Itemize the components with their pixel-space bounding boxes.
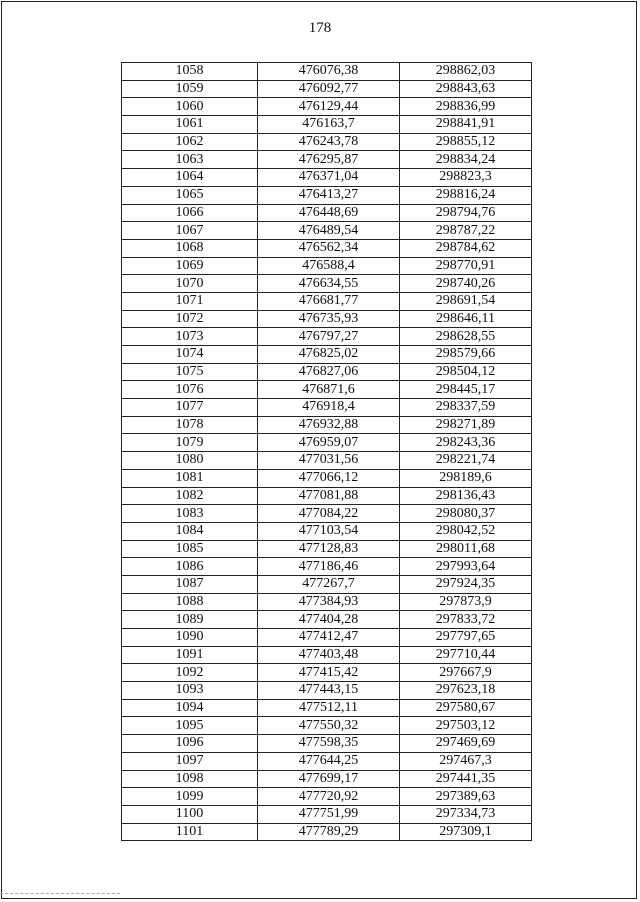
point-number-cell: 1079 bbox=[122, 434, 258, 452]
y-coordinate-cell: 298646,11 bbox=[400, 310, 532, 328]
x-coordinate-cell: 477412,47 bbox=[258, 629, 400, 647]
x-coordinate-cell: 477789,29 bbox=[258, 823, 400, 841]
x-coordinate-cell: 477081,88 bbox=[258, 487, 400, 505]
x-coordinate-cell: 477751,99 bbox=[258, 805, 400, 823]
x-coordinate-cell: 476448,69 bbox=[258, 204, 400, 222]
table-row bbox=[122, 80, 532, 98]
table-row bbox=[122, 558, 532, 576]
x-coordinate-cell: 477720,92 bbox=[258, 788, 400, 806]
y-coordinate-cell: 298579,66 bbox=[400, 346, 532, 364]
table-row bbox=[122, 770, 532, 788]
y-coordinate-cell: 298855,12 bbox=[400, 133, 532, 151]
y-coordinate-cell: 298136,43 bbox=[400, 487, 532, 505]
x-coordinate-cell: 476735,93 bbox=[258, 310, 400, 328]
point-number-cell: 1089 bbox=[122, 611, 258, 629]
x-coordinate-cell: 477415,42 bbox=[258, 664, 400, 682]
y-coordinate-cell: 297710,44 bbox=[400, 646, 532, 664]
point-number-cell: 1069 bbox=[122, 257, 258, 275]
point-number-cell: 1059 bbox=[122, 80, 258, 98]
table-row bbox=[122, 98, 532, 116]
x-coordinate-cell: 477404,28 bbox=[258, 611, 400, 629]
x-coordinate-cell: 476295,87 bbox=[258, 151, 400, 169]
point-number-cell: 1099 bbox=[122, 788, 258, 806]
y-coordinate-cell: 298189,6 bbox=[400, 469, 532, 487]
footer-line bbox=[0, 893, 120, 894]
table-row bbox=[122, 257, 532, 275]
y-coordinate-cell: 298271,89 bbox=[400, 416, 532, 434]
y-coordinate-cell: 298784,62 bbox=[400, 239, 532, 257]
point-number-cell: 1067 bbox=[122, 222, 258, 240]
y-coordinate-cell: 298042,52 bbox=[400, 522, 532, 540]
table-row bbox=[122, 239, 532, 257]
y-coordinate-cell: 297873,9 bbox=[400, 593, 532, 611]
point-number-cell: 1062 bbox=[122, 133, 258, 151]
x-coordinate-cell: 476076,38 bbox=[258, 63, 400, 81]
y-coordinate-cell: 297467,3 bbox=[400, 752, 532, 770]
point-number-cell: 1075 bbox=[122, 363, 258, 381]
coordinates-table-body bbox=[122, 63, 532, 841]
y-coordinate-cell: 297667,9 bbox=[400, 664, 532, 682]
point-number-cell: 1058 bbox=[122, 63, 258, 81]
y-coordinate-cell: 297469,69 bbox=[400, 735, 532, 753]
x-coordinate-cell: 476827,06 bbox=[258, 363, 400, 381]
table-row bbox=[122, 381, 532, 399]
table-row bbox=[122, 416, 532, 434]
table-row bbox=[122, 805, 532, 823]
point-number-cell: 1073 bbox=[122, 328, 258, 346]
y-coordinate-cell: 298836,99 bbox=[400, 98, 532, 116]
point-number-cell: 1086 bbox=[122, 558, 258, 576]
x-coordinate-cell: 477384,93 bbox=[258, 593, 400, 611]
y-coordinate-cell: 297503,12 bbox=[400, 717, 532, 735]
x-coordinate-cell: 476918,4 bbox=[258, 399, 400, 417]
x-coordinate-cell: 476562,34 bbox=[258, 239, 400, 257]
x-coordinate-cell: 476634,55 bbox=[258, 275, 400, 293]
table-row bbox=[122, 310, 532, 328]
y-coordinate-cell: 298337,59 bbox=[400, 399, 532, 417]
point-number-cell: 1101 bbox=[122, 823, 258, 841]
point-number-cell: 1093 bbox=[122, 682, 258, 700]
point-number-cell: 1066 bbox=[122, 204, 258, 222]
y-coordinate-cell: 297993,64 bbox=[400, 558, 532, 576]
x-coordinate-cell: 476163,7 bbox=[258, 116, 400, 134]
table-row bbox=[122, 487, 532, 505]
table-row bbox=[122, 434, 532, 452]
x-coordinate-cell: 476413,27 bbox=[258, 186, 400, 204]
table-row bbox=[122, 363, 532, 381]
table-row bbox=[122, 717, 532, 735]
point-number-cell: 1065 bbox=[122, 186, 258, 204]
x-coordinate-cell: 477598,35 bbox=[258, 735, 400, 753]
x-coordinate-cell: 476129,44 bbox=[258, 98, 400, 116]
x-coordinate-cell: 477084,22 bbox=[258, 505, 400, 523]
x-coordinate-cell: 477186,46 bbox=[258, 558, 400, 576]
table-row bbox=[122, 399, 532, 417]
x-coordinate-cell: 476932,88 bbox=[258, 416, 400, 434]
y-coordinate-cell: 298221,74 bbox=[400, 452, 532, 470]
table-row bbox=[122, 204, 532, 222]
point-number-cell: 1095 bbox=[122, 717, 258, 735]
point-number-cell: 1092 bbox=[122, 664, 258, 682]
y-coordinate-cell: 298794,76 bbox=[400, 204, 532, 222]
y-coordinate-cell: 298843,63 bbox=[400, 80, 532, 98]
x-coordinate-cell: 476588,4 bbox=[258, 257, 400, 275]
y-coordinate-cell: 298740,26 bbox=[400, 275, 532, 293]
point-number-cell: 1071 bbox=[122, 292, 258, 310]
y-coordinate-cell: 297580,67 bbox=[400, 699, 532, 717]
y-coordinate-cell: 298445,17 bbox=[400, 381, 532, 399]
table-row bbox=[122, 169, 532, 187]
table-row bbox=[122, 699, 532, 717]
table-row bbox=[122, 116, 532, 134]
table-row bbox=[122, 664, 532, 682]
y-coordinate-cell: 298834,24 bbox=[400, 151, 532, 169]
point-number-cell: 1085 bbox=[122, 540, 258, 558]
point-number-cell: 1083 bbox=[122, 505, 258, 523]
y-coordinate-cell: 298823,3 bbox=[400, 169, 532, 187]
y-coordinate-cell: 298080,37 bbox=[400, 505, 532, 523]
x-coordinate-cell: 477103,54 bbox=[258, 522, 400, 540]
x-coordinate-cell: 476243,78 bbox=[258, 133, 400, 151]
point-number-cell: 1068 bbox=[122, 239, 258, 257]
point-number-cell: 1074 bbox=[122, 346, 258, 364]
x-coordinate-cell: 476489,54 bbox=[258, 222, 400, 240]
point-number-cell: 1100 bbox=[122, 805, 258, 823]
table-row bbox=[122, 151, 532, 169]
table-row bbox=[122, 646, 532, 664]
table-row bbox=[122, 452, 532, 470]
x-coordinate-cell: 476371,04 bbox=[258, 169, 400, 187]
page-number: 178 bbox=[308, 20, 332, 36]
y-coordinate-cell: 298011,68 bbox=[400, 540, 532, 558]
x-coordinate-cell: 476092,77 bbox=[258, 80, 400, 98]
table-row bbox=[122, 505, 532, 523]
x-coordinate-cell: 477512,11 bbox=[258, 699, 400, 717]
point-number-cell: 1096 bbox=[122, 735, 258, 753]
x-coordinate-cell: 477403,48 bbox=[258, 646, 400, 664]
table-row bbox=[122, 522, 532, 540]
x-coordinate-cell: 476797,27 bbox=[258, 328, 400, 346]
point-number-cell: 1063 bbox=[122, 151, 258, 169]
x-coordinate-cell: 476825,02 bbox=[258, 346, 400, 364]
y-coordinate-cell: 297389,63 bbox=[400, 788, 532, 806]
point-number-cell: 1098 bbox=[122, 770, 258, 788]
table-row bbox=[122, 575, 532, 593]
table-row bbox=[122, 682, 532, 700]
point-number-cell: 1080 bbox=[122, 452, 258, 470]
table-row bbox=[122, 186, 532, 204]
x-coordinate-cell: 477031,56 bbox=[258, 452, 400, 470]
point-number-cell: 1081 bbox=[122, 469, 258, 487]
table-row bbox=[122, 63, 532, 81]
x-coordinate-cell: 476871,6 bbox=[258, 381, 400, 399]
y-coordinate-cell: 297833,72 bbox=[400, 611, 532, 629]
point-number-cell: 1087 bbox=[122, 575, 258, 593]
table-row bbox=[122, 735, 532, 753]
point-number-cell: 1094 bbox=[122, 699, 258, 717]
point-number-cell: 1084 bbox=[122, 522, 258, 540]
point-number-cell: 1060 bbox=[122, 98, 258, 116]
point-number-cell: 1072 bbox=[122, 310, 258, 328]
x-coordinate-cell: 477644,25 bbox=[258, 752, 400, 770]
table-row bbox=[122, 593, 532, 611]
table-row bbox=[122, 540, 532, 558]
table-row bbox=[122, 752, 532, 770]
y-coordinate-cell: 298862,03 bbox=[400, 63, 532, 81]
point-number-cell: 1090 bbox=[122, 629, 258, 647]
y-coordinate-cell: 297441,35 bbox=[400, 770, 532, 788]
point-number-cell: 1088 bbox=[122, 593, 258, 611]
table-row bbox=[122, 629, 532, 647]
point-number-cell: 1064 bbox=[122, 169, 258, 187]
x-coordinate-cell: 477066,12 bbox=[258, 469, 400, 487]
y-coordinate-cell: 298243,36 bbox=[400, 434, 532, 452]
point-number-cell: 1077 bbox=[122, 399, 258, 417]
point-number-cell: 1076 bbox=[122, 381, 258, 399]
table-row bbox=[122, 469, 532, 487]
point-number-cell: 1061 bbox=[122, 116, 258, 134]
x-coordinate-cell: 477128,83 bbox=[258, 540, 400, 558]
table-row bbox=[122, 823, 532, 841]
y-coordinate-cell: 298787,22 bbox=[400, 222, 532, 240]
y-coordinate-cell: 297623,18 bbox=[400, 682, 532, 700]
x-coordinate-cell: 477550,32 bbox=[258, 717, 400, 735]
x-coordinate-cell: 476959,07 bbox=[258, 434, 400, 452]
y-coordinate-cell: 298816,24 bbox=[400, 186, 532, 204]
point-number-cell: 1082 bbox=[122, 487, 258, 505]
table-row bbox=[122, 275, 532, 293]
table-row bbox=[122, 292, 532, 310]
point-number-cell: 1097 bbox=[122, 752, 258, 770]
table-row bbox=[122, 788, 532, 806]
x-coordinate-cell: 477699,17 bbox=[258, 770, 400, 788]
y-coordinate-cell: 297924,35 bbox=[400, 575, 532, 593]
y-coordinate-cell: 298504,12 bbox=[400, 363, 532, 381]
y-coordinate-cell: 298628,55 bbox=[400, 328, 532, 346]
y-coordinate-cell: 298841,91 bbox=[400, 116, 532, 134]
table-row bbox=[122, 328, 532, 346]
point-number-cell: 1070 bbox=[122, 275, 258, 293]
x-coordinate-cell: 477267,7 bbox=[258, 575, 400, 593]
y-coordinate-cell: 298691,54 bbox=[400, 292, 532, 310]
table-row bbox=[122, 222, 532, 240]
y-coordinate-cell: 297309,1 bbox=[400, 823, 532, 841]
table-row bbox=[122, 133, 532, 151]
y-coordinate-cell: 297334,73 bbox=[400, 805, 532, 823]
table-row bbox=[122, 346, 532, 364]
point-number-cell: 1078 bbox=[122, 416, 258, 434]
x-coordinate-cell: 477443,15 bbox=[258, 682, 400, 700]
y-coordinate-cell: 297797,65 bbox=[400, 629, 532, 647]
table-row bbox=[122, 611, 532, 629]
coordinates-table bbox=[121, 62, 532, 841]
x-coordinate-cell: 476681,77 bbox=[258, 292, 400, 310]
point-number-cell: 1091 bbox=[122, 646, 258, 664]
y-coordinate-cell: 298770,91 bbox=[400, 257, 532, 275]
